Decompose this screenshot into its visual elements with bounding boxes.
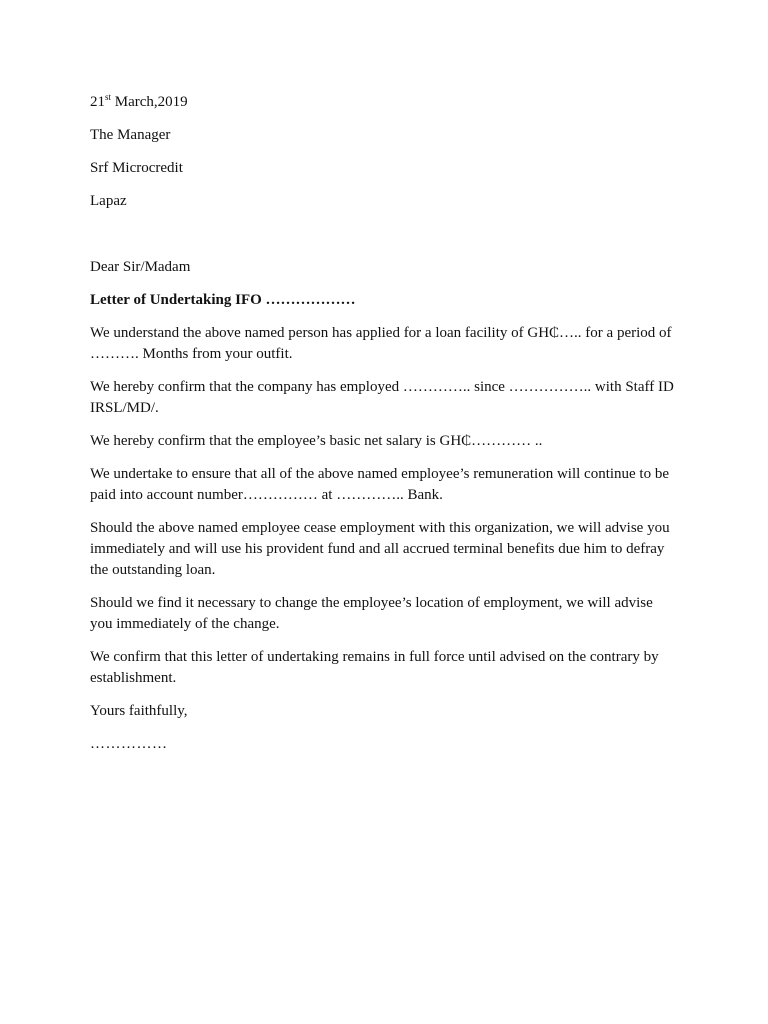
letter-subject: Letter of Undertaking IFO ……………… xyxy=(90,292,356,308)
paragraph-salary-confirmation: We hereby confirm that the employee’s basic net salary is GH₵………… .. xyxy=(90,433,543,449)
date-day: 21 xyxy=(90,94,105,110)
paragraph-remuneration-account: We undertake to ensure that all of the above named employee’s remuneration will continue to be paid into account number…………… at ………….. Bank. xyxy=(90,466,670,503)
paragraph-full-force: We confirm that this letter of undertaking remains in full force until advised on the contrary by establishment. xyxy=(90,649,659,686)
paragraph-loan-facility: We understand the above named person has applied for a loan facility of GH₵….. for a period of ………. Months from your outfit. xyxy=(90,325,672,362)
paragraph-location-change: Should we find it necessary to change the employee’s location of employment, we will advise you immediately of the change. xyxy=(90,595,653,632)
date-ordinal-suffix: st xyxy=(105,92,112,102)
closing: Yours faithfully, xyxy=(90,703,188,719)
recipient-title: The Manager xyxy=(90,127,171,143)
letter-body xyxy=(90,92,675,755)
signature-line: …………… xyxy=(90,736,168,752)
date-month-year: March,2019 xyxy=(111,94,188,110)
paragraph-cease-employment: Should the above named employee cease employment with this organization, we will advise you immediately and will use his provident fund and all accrued terminal benefits due him to defray the outstanding loan. xyxy=(90,520,670,578)
letter-date xyxy=(90,92,675,113)
paragraph-employment-confirmation: We hereby confirm that the company has employed ………….. since …………….. with Staff ID IRSL/MD/. xyxy=(90,379,674,416)
salutation: Dear Sir/Madam xyxy=(90,259,191,275)
recipient-location: Lapaz xyxy=(90,193,127,209)
recipient-organization: Srf Microcredit xyxy=(90,160,183,176)
